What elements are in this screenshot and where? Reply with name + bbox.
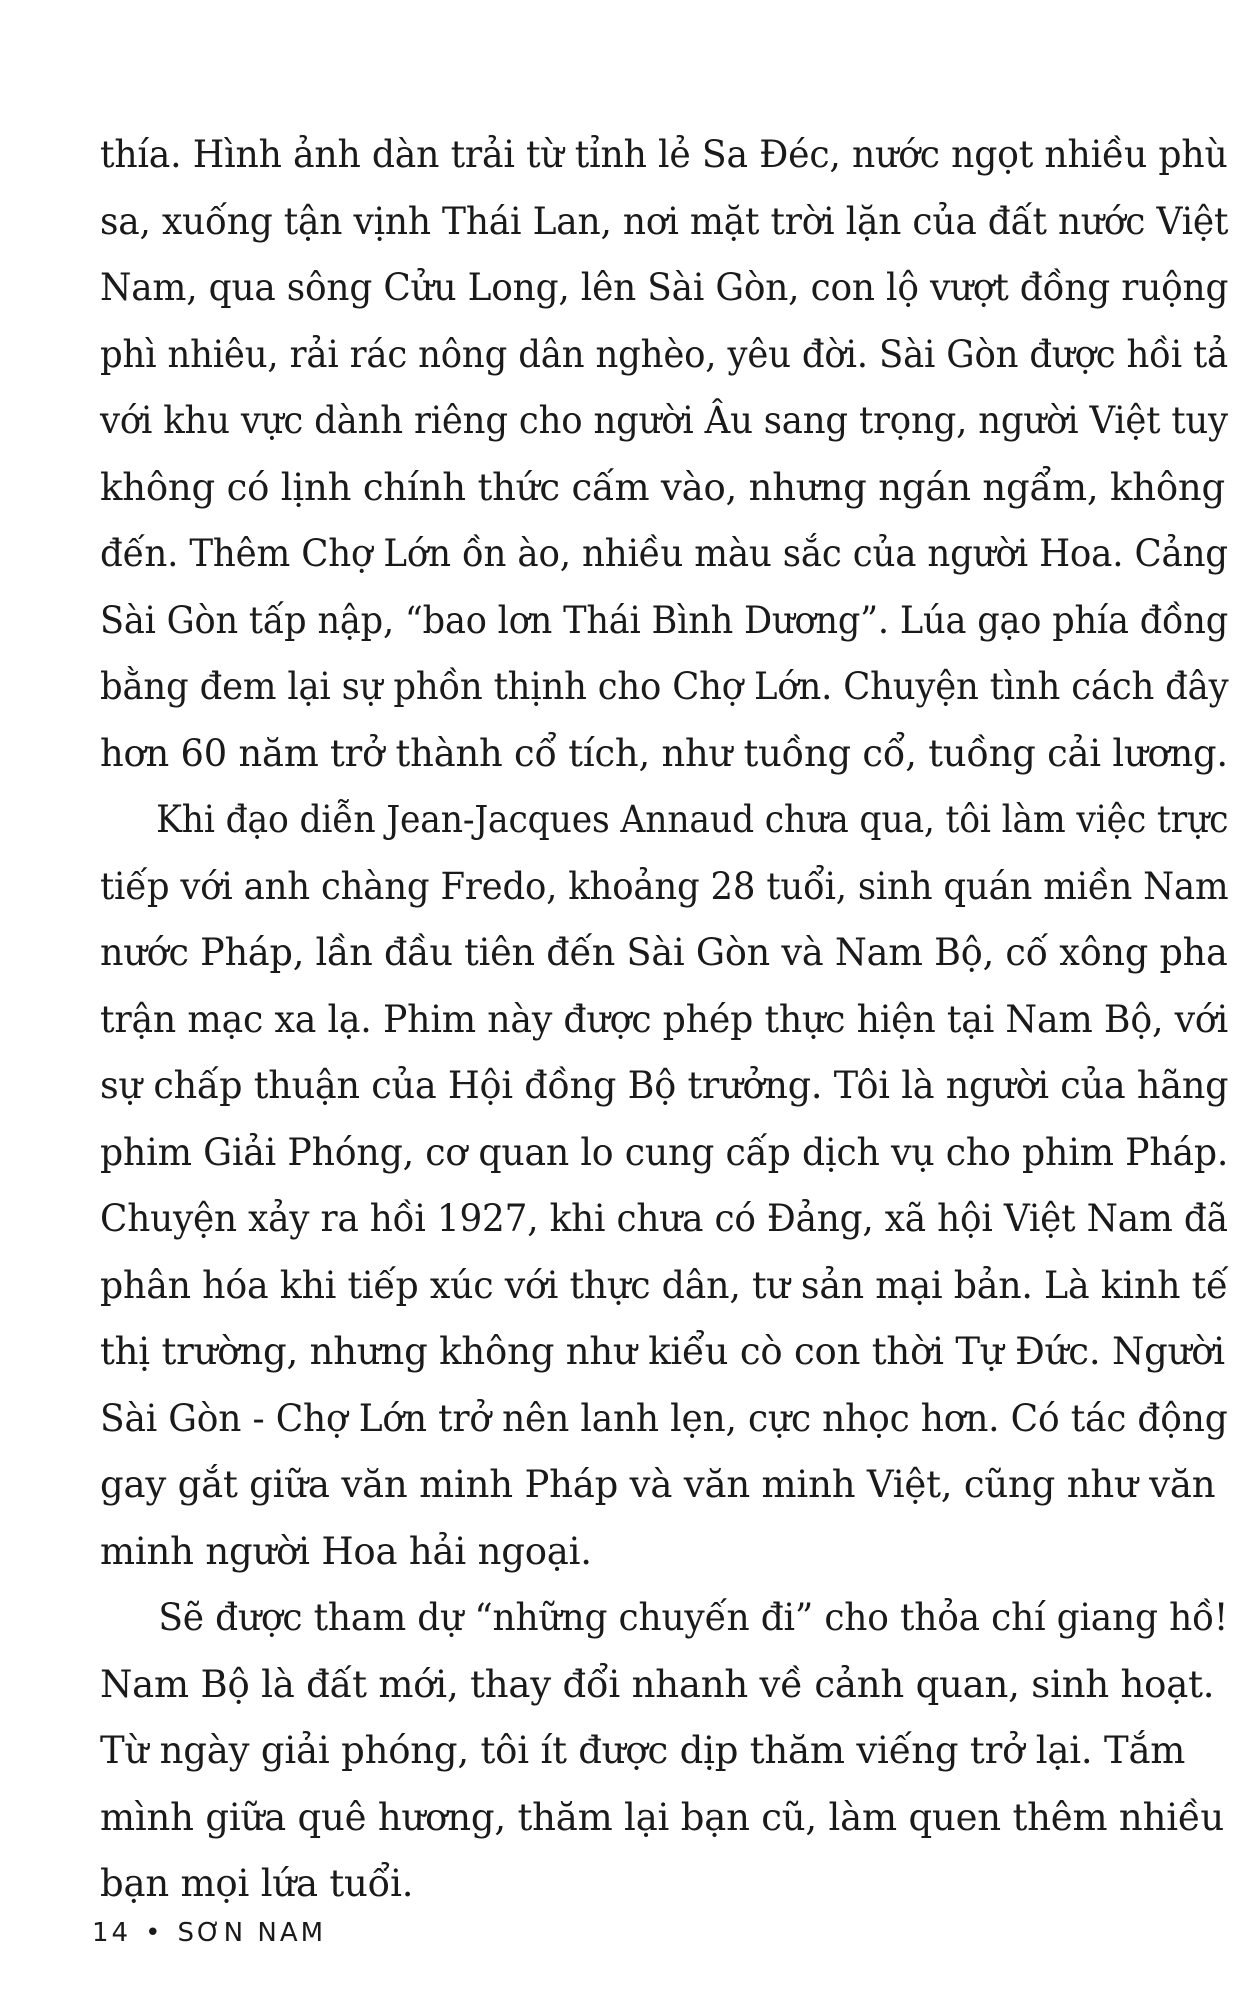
text-line: Nam Bộ là đất mới, thay đổi nhanh về cảnh quan, sinh hoạt. [100, 1662, 1215, 1706]
text-line: Sẽ được tham dự “những chuyến đi” cho thỏa chí giang hồ! [158, 1596, 1229, 1639]
page-number: 14 [92, 1918, 132, 1948]
text-line: Sài Gòn tấp nập, “bao lơn Thái Bình Dương”. Lúa gạo phía đồng [100, 598, 1229, 642]
text-line: hơn 60 năm trở thành cổ tích, như tuồng cổ, tuồng cải lương. [100, 731, 1228, 775]
body-text [100, 122, 1228, 1918]
text-line: trận mạc xa lạ. Phim này được phép thực hiện tại Nam Bộ, với [100, 997, 1228, 1041]
text-line: bạn mọi lứa tuổi. [100, 1862, 414, 1905]
text-line: nước Pháp, lần đầu tiên đến Sài Gòn và Nam Bộ, cố xông pha [100, 931, 1228, 974]
paragraph-1 [100, 122, 1228, 787]
text-line: thị trường, nhưng không như kiểu cò con thời Tự Đức. Người [100, 1330, 1225, 1373]
text-line: với khu vực dành riêng cho người Âu sang trọng, người Việt tuy [100, 399, 1228, 442]
text-line: mình giữa quê hương, thăm lại bạn cũ, làm quen thêm nhiều [100, 1795, 1225, 1839]
text-line: Sài Gòn - Chợ Lớn trở nên lanh lẹn, cực nhọc hơn. Có tác động [100, 1396, 1228, 1440]
paragraph-2 [100, 787, 1228, 1585]
text-line: minh người Hoa hải ngoại. [100, 1529, 592, 1573]
text-line: tiếp với anh chàng Fredo, khoảng 28 tuổi, sinh quán miền Nam [100, 864, 1229, 908]
text-line: phì nhiêu, rải rác nông dân nghèo, yêu đời. Sài Gòn được hồi tả [100, 332, 1229, 376]
page-footer [92, 1918, 326, 1948]
text-line: Từ ngày giải phóng, tôi ít được dịp thăm viếng trở lại. Tắm [100, 1729, 1186, 1772]
text-line: phim Giải Phóng, cơ quan lo cung cấp dịch vụ cho phim Pháp. [100, 1130, 1229, 1174]
text-line: đến. Thêm Chợ Lớn ồn ào, nhiều màu sắc của người Hoa. Cảng [100, 532, 1228, 575]
text-line: Nam, qua sông Cửu Long, lên Sài Gòn, con lộ vượt đồng ruộng [100, 266, 1229, 309]
text-line: Chuyện xảy ra hồi 1927, khi chưa có Đảng, xã hội Việt Nam đã [100, 1197, 1228, 1240]
text-line: Khi đạo diễn Jean-Jacques Annaud chưa qua, tôi làm việc trực [156, 798, 1229, 841]
text-line: gay gắt giữa văn minh Pháp và văn minh Việt, cũng như văn [100, 1463, 1216, 1506]
text-line: thía. Hình ảnh dàn trải từ tỉnh lẻ Sa Đéc, nước ngọt nhiều phù [100, 133, 1228, 176]
author-name: SƠN NAM [177, 1918, 327, 1948]
paragraph-3 [100, 1585, 1228, 1918]
text-line: sự chấp thuận của Hội đồng Bộ trưởng. Tôi là người của hãng [100, 1064, 1229, 1107]
footer-bullet: • [145, 1918, 164, 1948]
text-line: không có lịnh chính thức cấm vào, nhưng ngán ngẩm, không [100, 465, 1226, 509]
text-line: bằng đem lại sự phồn thịnh cho Chợ Lớn. Chuyện tình cách đây [100, 665, 1229, 708]
text-line: phân hóa khi tiếp xúc với thực dân, tư sản mại bản. Là kinh tế [100, 1263, 1229, 1307]
text-line: sa, xuống tận vịnh Thái Lan, nơi mặt trời lặn của đất nước Việt [100, 199, 1229, 243]
